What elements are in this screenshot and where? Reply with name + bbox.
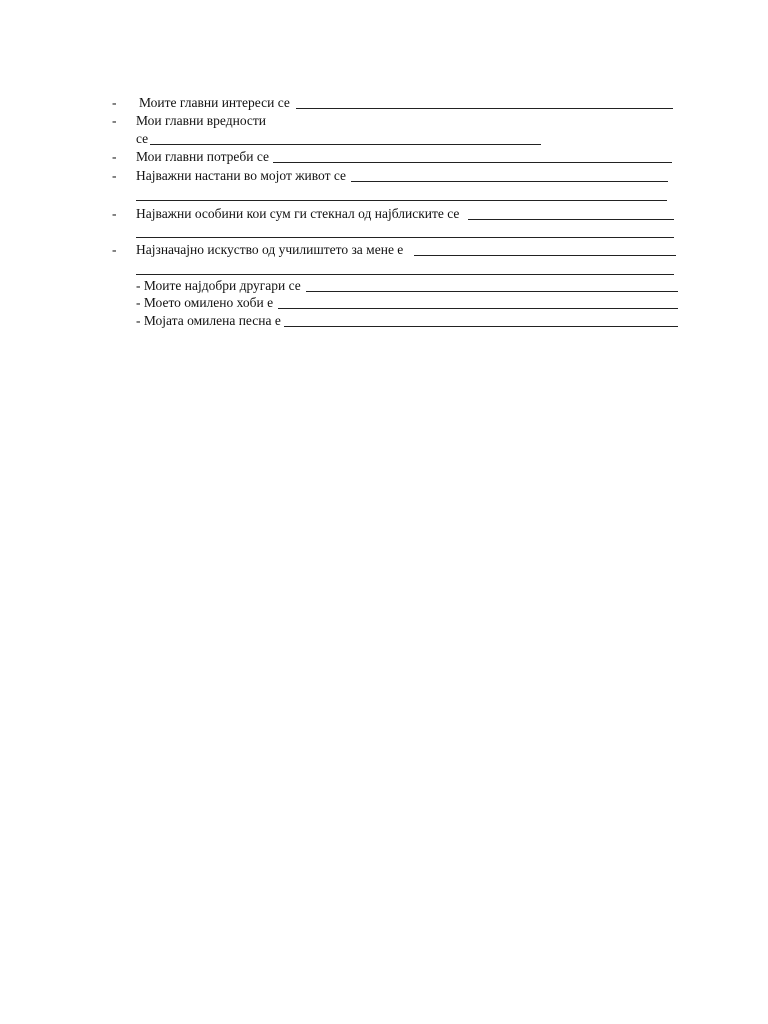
sub-item-label-song: - Мојата омилена песна е	[136, 313, 281, 328]
fill-in-blank-song[interactable]	[284, 326, 678, 327]
fill-in-blank-traits-line2[interactable]	[136, 237, 674, 238]
sub-item-label-hobby: - Моето омилено хоби е	[136, 295, 274, 310]
bullet-marker: -	[112, 168, 117, 183]
bullet-marker: -	[112, 149, 117, 164]
bullet-marker: -	[112, 95, 117, 110]
fill-in-blank-interests[interactable]	[296, 108, 673, 109]
item-continuation-values: се	[136, 131, 149, 146]
fill-in-blank-school-experience[interactable]	[414, 255, 676, 256]
bullet-marker: -	[112, 242, 117, 257]
fill-in-blank-needs[interactable]	[273, 162, 672, 163]
fill-in-blank-school-experience-line2[interactable]	[136, 274, 674, 275]
item-label-life-events: Најважни настани во мојот живот се	[136, 168, 347, 183]
fill-in-blank-best-friends[interactable]	[306, 291, 678, 292]
bullet-marker: -	[112, 206, 117, 221]
fill-in-blank-life-events[interactable]	[351, 181, 668, 182]
fill-in-blank-traits[interactable]	[468, 219, 674, 220]
item-label-needs: Мои главни потреби се	[136, 149, 270, 164]
item-label-interests: Моите главни интереси се	[139, 95, 290, 110]
fill-in-blank-life-events-line2[interactable]	[136, 200, 667, 201]
item-label-traits: Најважни особини кои сум ги стекнал од најблиските се	[136, 206, 460, 221]
item-label-values: Мои главни вредности	[136, 113, 267, 128]
fill-in-blank-hobby[interactable]	[278, 308, 678, 309]
fill-in-blank-values[interactable]	[150, 144, 541, 145]
sub-item-label-best-friends: - Моите најдобри другари се	[136, 278, 301, 293]
item-label-school-experience: Најзначајно искуство од училиштето за мене е	[136, 242, 404, 257]
bullet-marker: -	[112, 113, 117, 128]
